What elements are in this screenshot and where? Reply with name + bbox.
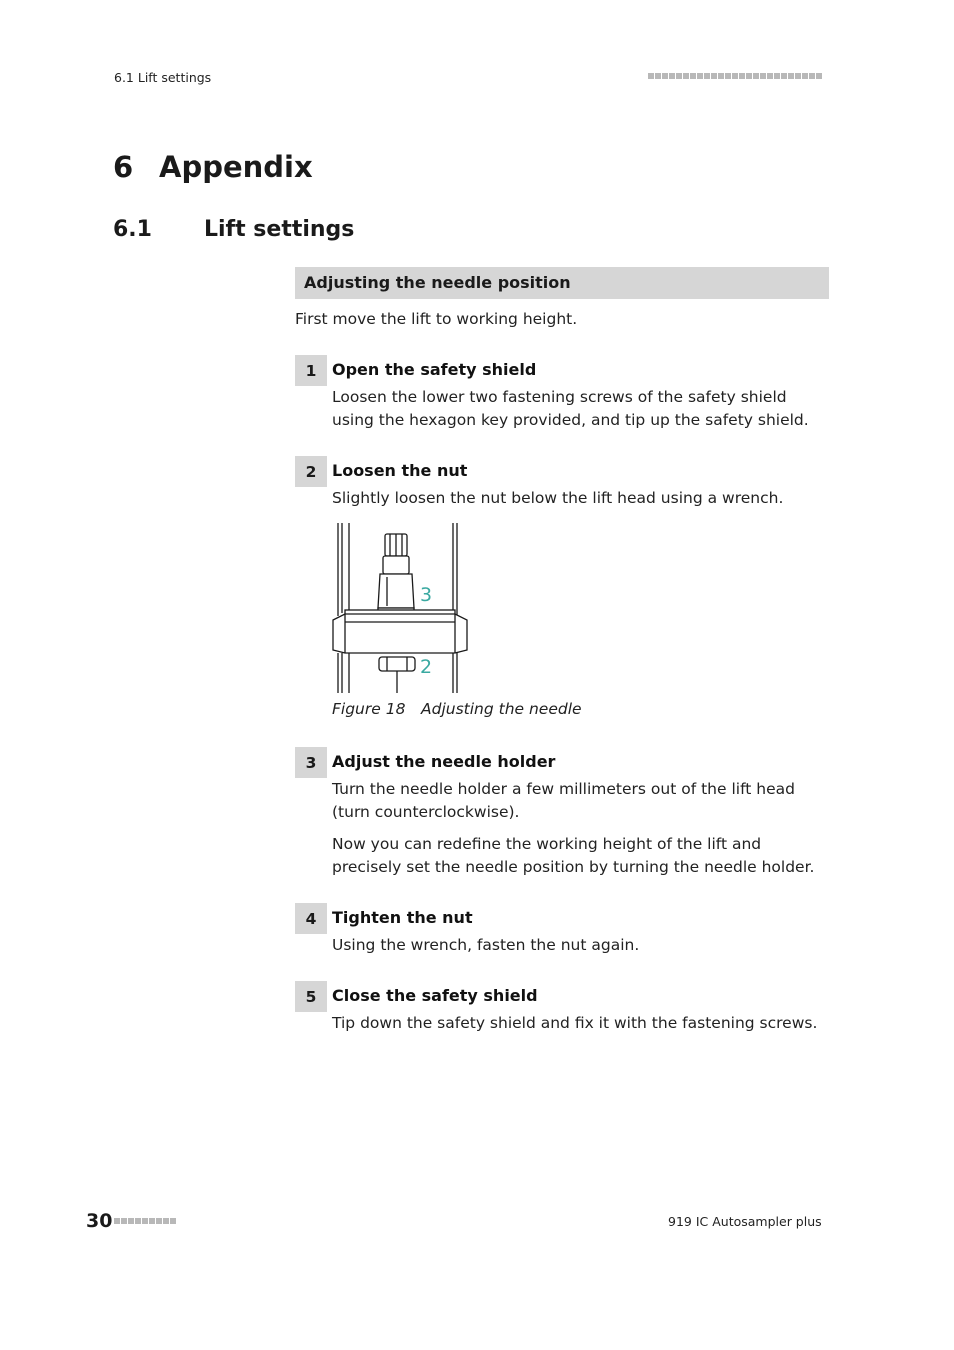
step-number-2: 2 xyxy=(295,456,327,487)
step-body-1: Loosen the lower two fastening screws of the safety shield using the hexagon key provided, and tip up the safety shield. xyxy=(332,388,809,429)
figure-caption xyxy=(332,700,582,718)
section-title xyxy=(113,217,354,242)
figure-label: Figure 18 xyxy=(332,700,406,718)
needle-adjustment-illustration xyxy=(331,522,471,694)
step-title-2: Loosen the nut xyxy=(332,461,468,480)
footer-dots-decoration xyxy=(114,1218,176,1224)
step-title-4: Tighten the nut xyxy=(332,908,473,927)
step-body-4: Using the wrench, fasten the nut again. xyxy=(332,936,640,954)
chapter-title xyxy=(113,150,313,184)
step-body-3b: Now you can redefine the working height of the lift and precisely set the needle position by turning the needle holder. xyxy=(332,835,815,876)
subsection-heading: Adjusting the needle position xyxy=(295,267,829,299)
intro-text: First move the lift to working height. xyxy=(295,310,578,328)
section-title-text: Lift settings xyxy=(204,217,355,242)
chapter-number: 6 xyxy=(113,150,134,184)
figure-callout-3: 3 xyxy=(420,584,433,606)
figure-caption-text: Adjusting the needle xyxy=(421,700,582,718)
step-body-5: Tip down the safety shield and fix it with the fastening screws. xyxy=(332,1014,818,1032)
step-number-4: 4 xyxy=(295,903,327,934)
footer-product-title: 919 IC Autosampler plus xyxy=(668,1214,822,1229)
running-head: 6.1 Lift settings xyxy=(114,70,212,85)
page-number: 30 xyxy=(86,1210,113,1232)
step-title-3: Adjust the needle holder xyxy=(332,752,556,771)
chapter-title-text: Appendix xyxy=(159,150,313,184)
step-title-1: Open the safety shield xyxy=(332,360,537,379)
section-number: 6.1 xyxy=(113,217,152,242)
step-body-2: Slightly loosen the nut below the lift head using a wrench. xyxy=(332,489,784,507)
figure-callout-2: 2 xyxy=(420,656,433,678)
step-title-5: Close the safety shield xyxy=(332,986,538,1005)
step-number-3: 3 xyxy=(295,747,327,778)
step-number-1: 1 xyxy=(295,355,327,386)
header-dots-decoration xyxy=(648,73,822,79)
step-number-5: 5 xyxy=(295,981,327,1012)
step-body-3a: Turn the needle holder a few millimeters out of the lift head (turn counterclockwise). xyxy=(332,780,795,821)
